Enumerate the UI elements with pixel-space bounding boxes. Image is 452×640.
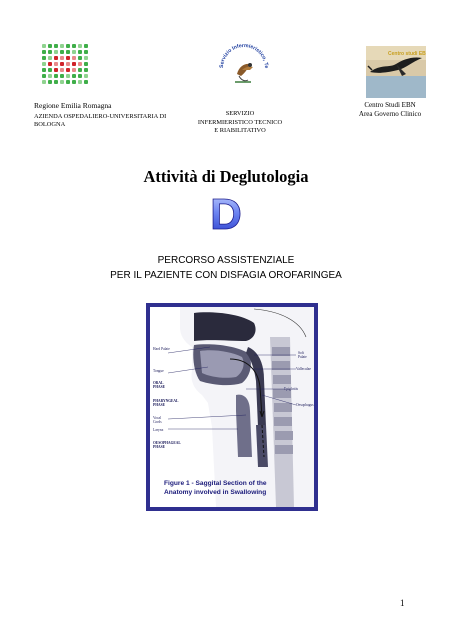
logo-dot	[60, 74, 64, 78]
service-line-1: SERVIZIO	[225, 110, 255, 117]
logo-dot	[54, 68, 58, 72]
logo-dot	[48, 50, 52, 54]
governance-area: Area Governo Clinico	[358, 110, 422, 118]
seal-ring-text: Servizio Infermieristico, Te	[218, 42, 270, 69]
logo-dot	[66, 68, 70, 72]
logo-dot	[48, 44, 52, 48]
label-hard-palate: Hard Palate	[153, 347, 170, 351]
label-soft-palate: Soft Palate	[298, 351, 307, 359]
label-oral-phase: ORAL PHASE	[153, 381, 165, 389]
logo-dot	[60, 62, 64, 66]
page-title: Attività di Deglutologia	[143, 167, 309, 186]
big-letter-d-icon	[0, 192, 452, 236]
logo-dot	[84, 62, 88, 66]
logo-dot	[72, 80, 76, 84]
logo-dot	[60, 56, 64, 60]
logo-dot	[54, 80, 58, 84]
label-oesophageal-phase: OESOPHAGEAL PHASE	[153, 441, 181, 449]
logo-dot	[72, 44, 76, 48]
ebn-center-name: Centro Studi EBN	[364, 101, 416, 109]
logo-dot	[84, 74, 88, 78]
servizio-seal-logo-icon	[215, 30, 273, 100]
logo-dot	[66, 62, 70, 66]
logo-dot	[78, 44, 82, 48]
header-center-service	[190, 110, 290, 136]
caption-line-1: Figure 1 - Saggital Section of the	[164, 480, 267, 487]
figure-caption	[164, 480, 314, 497]
agency-name: AZIENDA OSPEDALIERO-UNIVERSITARIA DI BOLOGNA	[34, 113, 167, 128]
logo-dot	[60, 44, 64, 48]
sagittal-section-illustration	[150, 307, 314, 507]
logo-dot	[84, 80, 88, 84]
logo-dot	[78, 74, 82, 78]
label-pharyngeal-phase: PHARYNGEAL PHASE	[153, 399, 179, 407]
logo-dot	[66, 56, 70, 60]
care-pathway-heading	[0, 253, 452, 283]
logo-dot	[84, 56, 88, 60]
logo-dot	[48, 62, 52, 66]
logo-dot	[60, 68, 64, 72]
logo-dot	[54, 50, 58, 54]
logo-dot	[60, 50, 64, 54]
page-number: 1	[400, 598, 405, 608]
label-larynx: Larynx	[153, 428, 164, 432]
logo-dot	[72, 74, 76, 78]
big-letter: D	[210, 192, 242, 236]
logo-dot	[72, 62, 76, 66]
label-valleculae: Valleculae	[296, 367, 311, 371]
label-vocal-cords: Vocal Cords	[153, 416, 162, 424]
logo-dot	[54, 74, 58, 78]
logo-dot	[42, 44, 46, 48]
logo-dot	[78, 50, 82, 54]
logo-dot	[84, 44, 88, 48]
logo-dot	[48, 74, 52, 78]
logo-dot	[42, 50, 46, 54]
logo-dot	[78, 62, 82, 66]
logo-dot	[42, 74, 46, 78]
label-epiglottis: Epiglottis	[284, 387, 298, 391]
logo-dot	[84, 50, 88, 54]
service-line-2: INFERMIERISTICO TECNICO	[197, 118, 283, 126]
anatomy-figure	[150, 307, 314, 507]
logo-dot	[42, 56, 46, 60]
logo-dot	[66, 44, 70, 48]
logo-dot	[54, 56, 58, 60]
logo-dot	[66, 80, 70, 84]
pathway-line-1: PERCORSO ASSISTENZIALE	[157, 255, 295, 266]
logo-dot	[42, 62, 46, 66]
logo-dot	[78, 68, 82, 72]
logo-dot	[66, 50, 70, 54]
caption-line-2: Anatomy involved in Swallowing	[164, 488, 267, 496]
logo-dot	[72, 68, 76, 72]
logo-dot	[60, 80, 64, 84]
logo-dot	[54, 44, 58, 48]
region-name: Regione Emilia Romagna	[34, 101, 112, 110]
ebn-logo-text: Centro studi EBN	[388, 51, 426, 57]
logo-dot	[42, 80, 46, 84]
label-oesophagus: Oesophagus	[296, 403, 314, 407]
header-left-institution	[34, 101, 184, 129]
logo-dot	[54, 62, 58, 66]
logo-dot	[72, 56, 76, 60]
logo-dot	[72, 50, 76, 54]
logo-dot	[48, 68, 52, 72]
logo-dot	[84, 68, 88, 72]
logo-dot	[78, 80, 82, 84]
dot-grid-logo-icon	[42, 44, 92, 88]
pathway-line-2: PER IL PAZIENTE CON DISFAGIA OROFARINGEA	[110, 270, 342, 281]
label-tongue: Tongue	[153, 369, 164, 373]
centro-studi-ebn-logo-icon	[366, 46, 426, 98]
logo-dot	[78, 56, 82, 60]
header-right-center	[340, 101, 440, 119]
logo-dot	[66, 74, 70, 78]
logo-dot	[48, 80, 52, 84]
service-line-3: E RIABILITATIVO	[214, 127, 266, 134]
logo-dot	[48, 56, 52, 60]
logo-dot	[42, 68, 46, 72]
